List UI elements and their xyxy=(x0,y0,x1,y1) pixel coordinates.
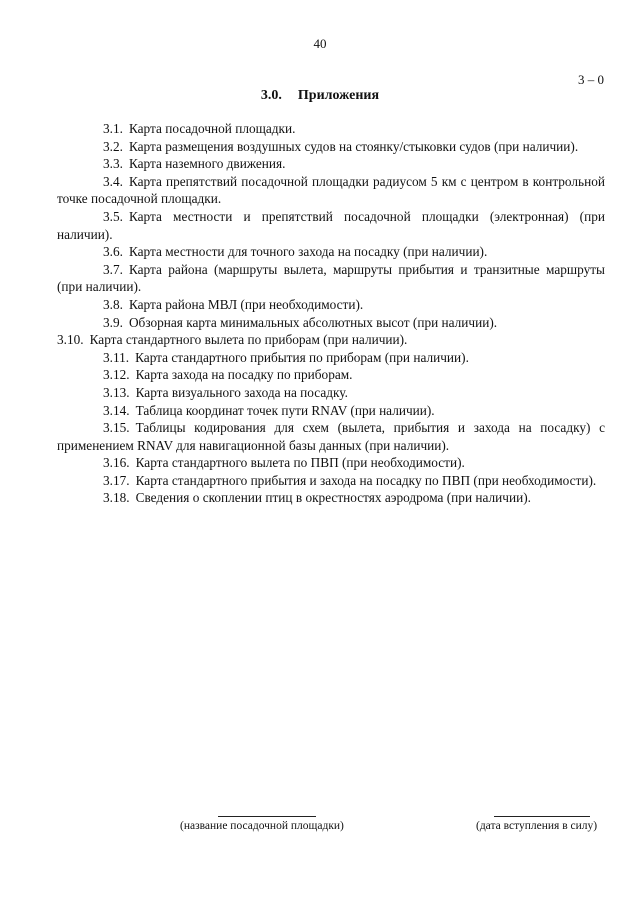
section-number: 3.0. xyxy=(260,88,282,103)
item-text: Карта препятствий посадочной площадки радиусом 5 км с центром в контрольной точке посадочной площадки. xyxy=(57,173,605,207)
list-item xyxy=(57,366,605,384)
item-text: Карта местности и препятствий посадочной площадки (электронная) (при наличии). xyxy=(57,208,605,242)
item-number: 3.16. xyxy=(103,455,130,471)
item-number: 3.8. xyxy=(103,296,123,312)
item-number: 3.10. xyxy=(57,332,84,348)
item-text: Карта стандартного прибытия и захода на посадку по ПВП (при необходимости). xyxy=(135,472,597,488)
item-number: 3.4. xyxy=(103,173,123,189)
item-number: 3.18. xyxy=(103,490,130,506)
list-item xyxy=(57,331,605,349)
date-line xyxy=(494,816,590,817)
list-item xyxy=(57,419,605,454)
item-text: Обзорная карта минимальных абсолютных высот (при наличии). xyxy=(128,314,498,330)
item-text: Карта наземного движения. xyxy=(128,156,286,172)
item-text: Карта района МВЛ (при необходимости). xyxy=(128,296,364,312)
signature-line xyxy=(218,816,316,817)
item-text: Карта стандартного вылета по ПВП (при необходимости). xyxy=(135,455,465,471)
section-code: 3 – 0 xyxy=(578,72,604,87)
item-text: Таблица координат точек пути RNAV (при наличии). xyxy=(135,402,435,418)
list-item xyxy=(57,120,605,138)
item-number: 3.6. xyxy=(103,244,123,260)
list-item xyxy=(57,138,605,156)
item-text: Карта размещения воздушных судов на стоянку/стыковки судов (при наличии). xyxy=(128,138,579,154)
list-item xyxy=(57,349,605,367)
item-number: 3.12. xyxy=(103,367,130,383)
list-item xyxy=(57,472,605,490)
item-text: Карта захода на посадку по приборам. xyxy=(135,367,353,383)
item-text: Карта стандартного прибытия по приборам (при наличии). xyxy=(135,349,469,365)
list-item xyxy=(57,402,605,420)
item-number: 3.11. xyxy=(103,349,130,365)
appendix-list xyxy=(57,120,605,507)
item-number: 3.15. xyxy=(103,420,130,436)
footer-left-caption: (название посадочной площадки) xyxy=(180,820,344,832)
section-title: Приложения xyxy=(297,88,380,103)
list-item xyxy=(57,489,605,507)
list-item xyxy=(57,155,605,173)
item-number: 3.2. xyxy=(103,138,123,154)
item-number: 3.1. xyxy=(103,121,123,136)
list-item xyxy=(57,173,605,208)
list-item xyxy=(57,296,605,314)
list-item xyxy=(57,243,605,261)
list-item xyxy=(57,208,605,243)
footer-right-caption: (дата вступления в силу) xyxy=(476,820,598,832)
item-text: Карта местности для точного захода на посадку (при наличии). xyxy=(128,244,488,260)
item-text: Карта визуального захода на посадку. xyxy=(135,384,348,400)
page-number: 40 xyxy=(313,36,327,51)
item-number: 3.3. xyxy=(103,156,123,172)
item-number: 3.17. xyxy=(103,472,130,488)
item-number: 3.14. xyxy=(103,402,130,418)
item-text: Карта посадочной площадки. xyxy=(128,121,296,136)
item-number: 3.5. xyxy=(103,208,123,224)
item-number: 3.9. xyxy=(103,314,123,330)
item-number: 3.7. xyxy=(103,261,123,277)
list-item xyxy=(57,454,605,472)
item-text: Карта района (маршруты вылета, маршруты прибытия и транзитные маршруты (при наличии). xyxy=(57,261,605,295)
item-text: Таблицы кодирования для схем (вылета, прибытия и захода на посадку) с применением RNAV для навигационной базы данных (при наличии). xyxy=(57,420,605,453)
list-item xyxy=(57,384,605,402)
item-text: Карта стандартного вылета по приборам (при наличии). xyxy=(89,332,408,348)
list-item xyxy=(57,314,605,332)
item-text: Сведения о скоплении птиц в окрестностях аэродрома (при наличии). xyxy=(135,490,531,506)
section-heading xyxy=(0,88,640,104)
list-item xyxy=(57,261,605,296)
footer-aerodrome-name xyxy=(180,816,350,832)
item-number: 3.13. xyxy=(103,384,130,400)
footer-effective-date xyxy=(476,816,606,832)
